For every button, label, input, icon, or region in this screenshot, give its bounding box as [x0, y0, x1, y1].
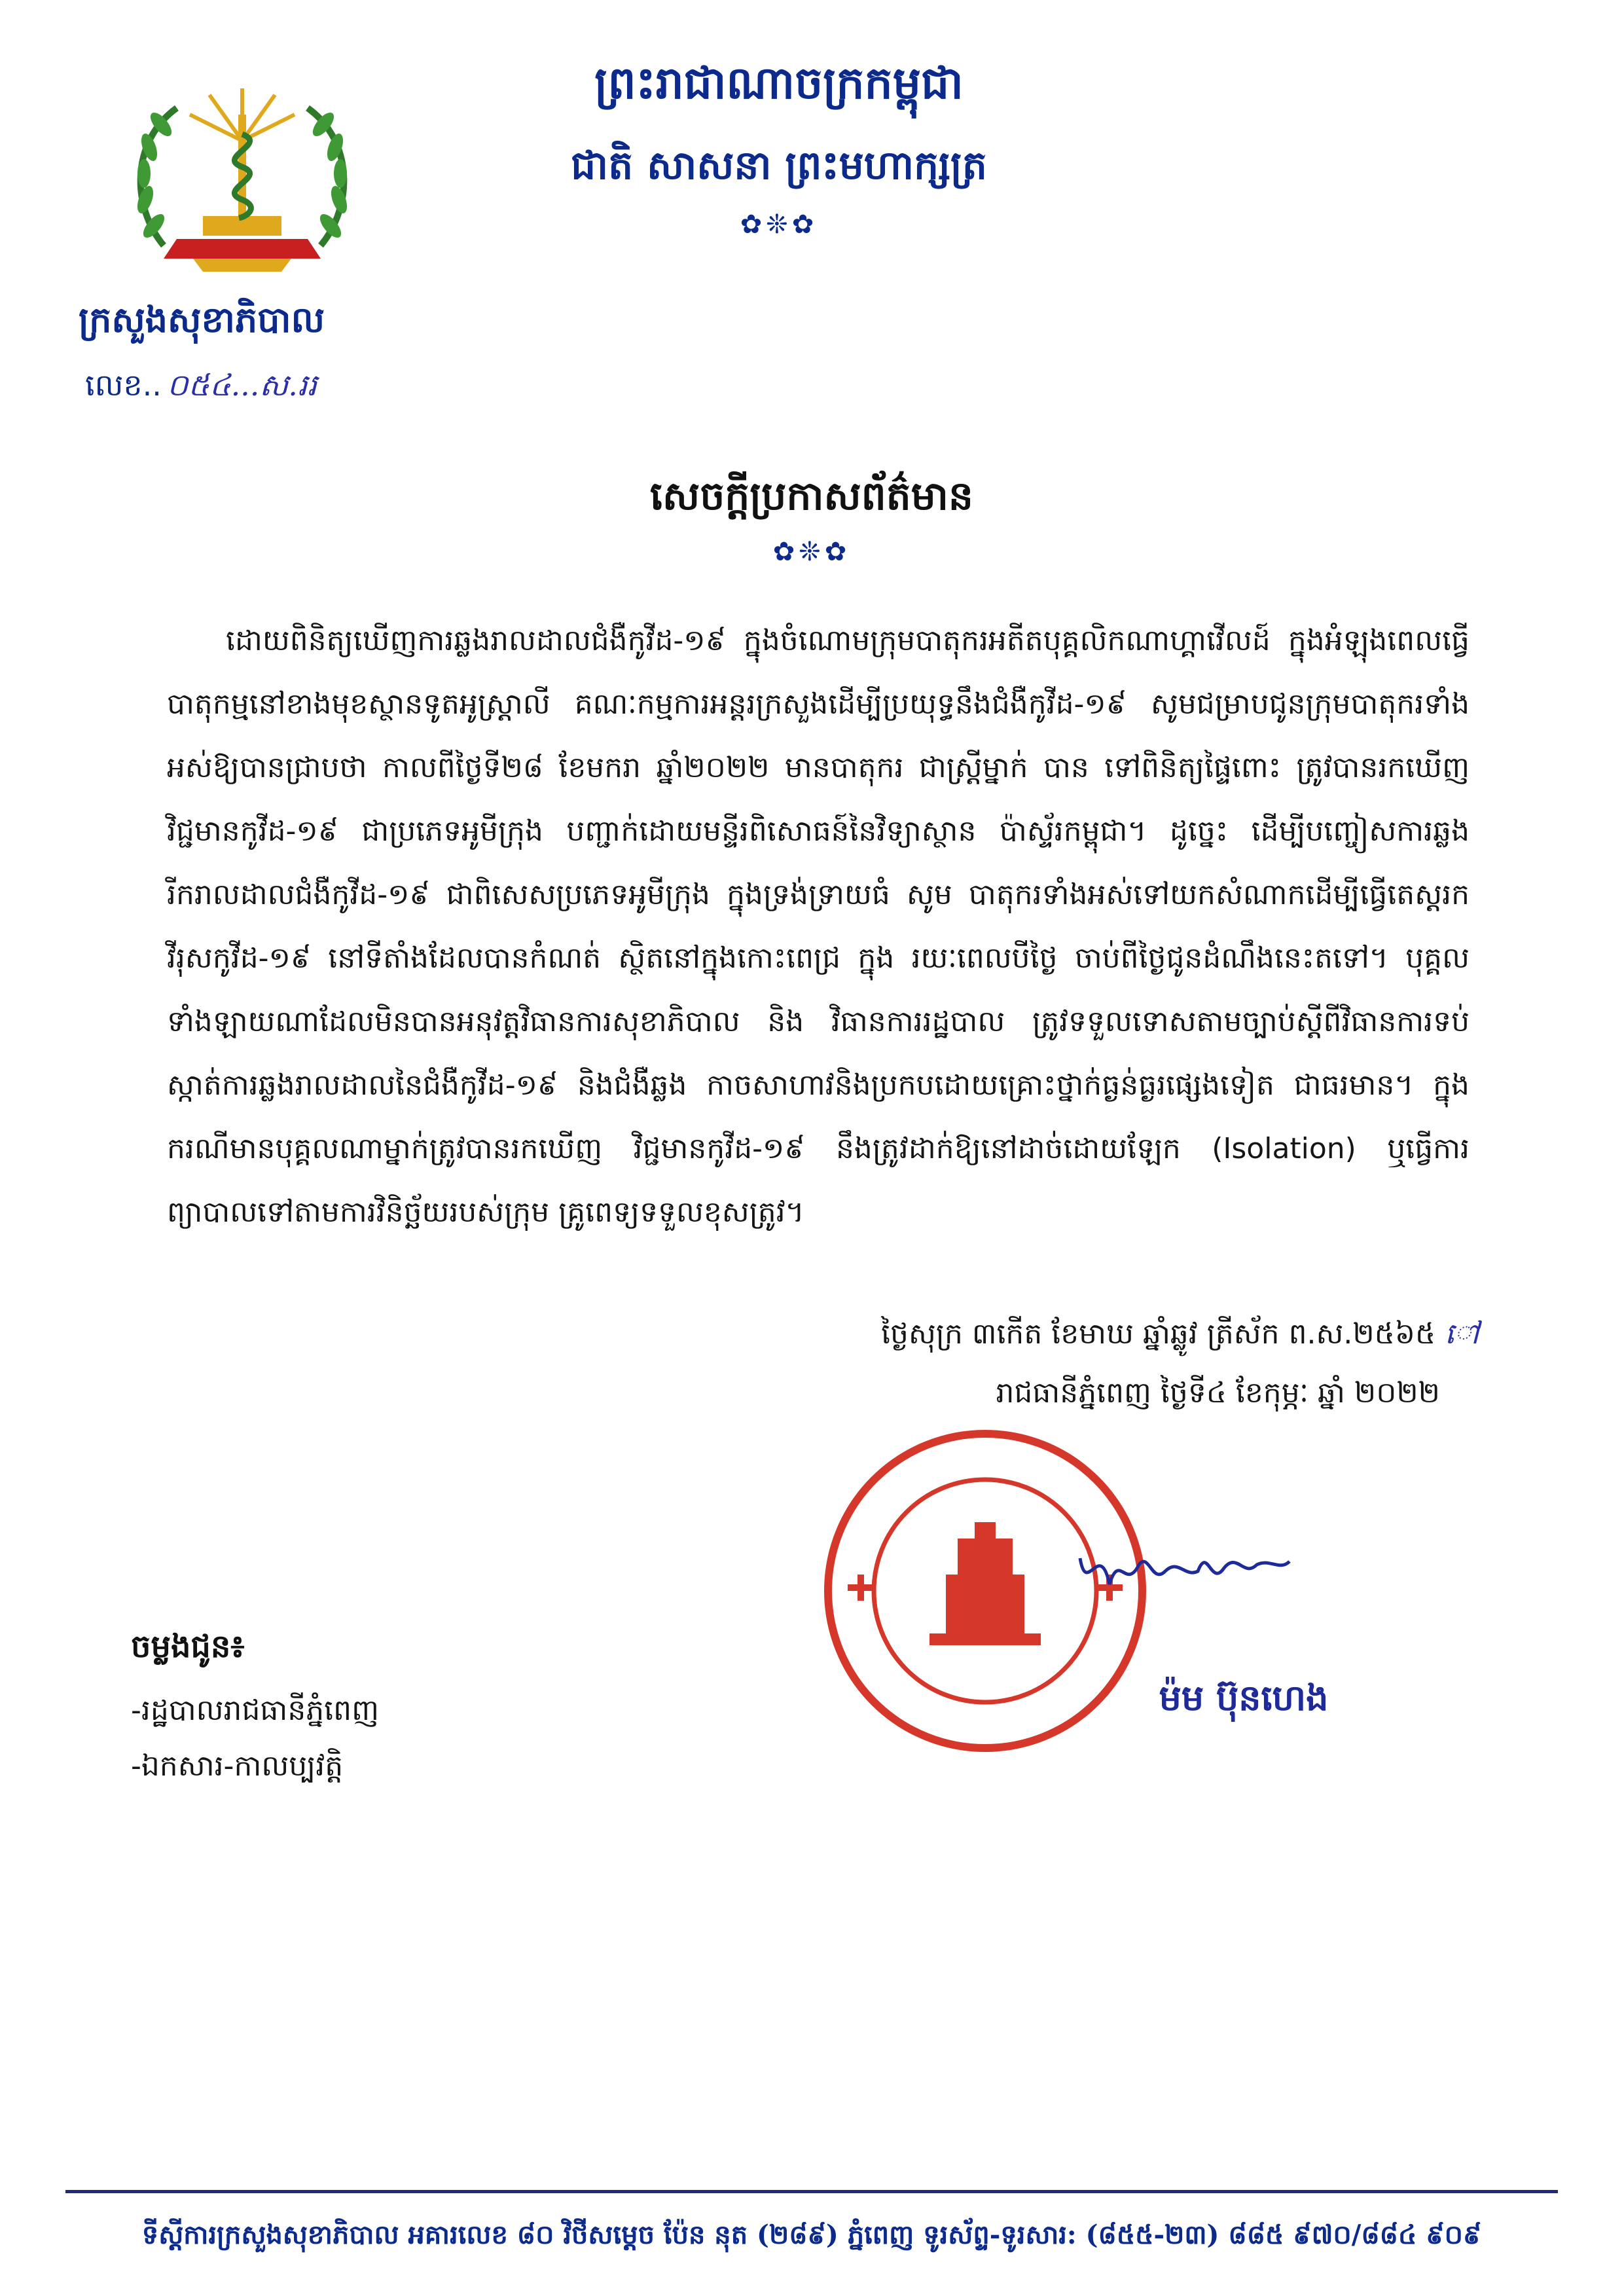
solar-date: រាជធានីភ្នំពេញ ថ្ងៃទី៤ ខែកុម្ភៈ ឆ្នាំ ២០២២ — [996, 1376, 1440, 1410]
reference-value: ០៥៤...ស.ររ — [166, 367, 317, 403]
cc-item: -រដ្ឋបាលរាជធានីភ្នំពេញ — [131, 1694, 379, 1727]
lunar-date — [772, 1316, 1479, 1358]
lunar-date-handwritten-mark: ៅ — [1445, 1317, 1479, 1351]
footer-address: ទីស្តីការក្រសួងសុខាភិបាល អគារលេខ ៨០ វិថីសម្ដេច ប៉ែន នុត (២៨៩) ភ្នំពេញ ទូរស័ព្ទ-ទូរសារ: (៨៥៥-២៣) ៨៨៥ ៩៧០/៨៨៤ ៩០៩ — [141, 2219, 1482, 2250]
reference-dots: .. — [142, 367, 162, 403]
header-ornament: ✿❊✿ — [740, 210, 818, 240]
cc-title: ចម្លងជូន៖ — [131, 1628, 245, 1665]
signatory-name: ម៉ម ប៊ុនហេង — [1159, 1677, 1329, 1719]
kingdom-title: ព្រះរាជាណាចក្រកម្ពុជា — [594, 57, 964, 109]
signature-scribble — [1074, 1525, 1296, 1604]
reference-prefix: លេខ — [85, 367, 143, 403]
footer-divider — [65, 2190, 1558, 2193]
document-title: សេចក្ដីប្រកាសព័ត៌មាន — [650, 473, 973, 519]
reference-number — [85, 367, 317, 410]
ministry-name: ក្រសួងសុខាភិបាល — [79, 299, 325, 340]
cc-item: -ឯកសារ-កាលប្បវត្តិ — [131, 1749, 344, 1783]
ministry-emblem — [118, 62, 367, 285]
national-motto: ជាតិ សាសនា ព្រះមហាក្សត្រ — [571, 143, 987, 189]
title-ornament: ✿❊✿ — [772, 537, 851, 567]
announcement-body — [167, 609, 1470, 1244]
announcement-paragraph: ដោយពិនិត្យឃើញការឆ្លងរាលដាលជំងឺកូវីដ-១៩ ក្នុងចំណោមក្រុមបាតុករអតីតបុគ្គលិកណាហ្គាវើលដ៍ ក្នុងអំឡុងពេលធ្វើបាតុកម្មនៅខាងមុខស្ថានទូតអូស្ត្រាលី គណៈកម្មការអន្តរក្រសួងដើម្បីប្រយុទ្ធនឹងជំងឺកូវីដ-១៩ សូមជម្រាបជូនក្រុមបាតុករទាំងអស់ឱ្យបានជ្រាបថា កាលពីថ្ងៃទី២៨ ខែមករា ឆ្នាំ២០២២ មានបាតុករ ជាស្ត្រីម្នាក់ បាន ទៅពិនិត្យផ្ទៃពោះ ត្រូវបានរកឃើញវិជ្ជមានកូវីដ-១៩ ជាប្រភេទអូមីក្រុង បញ្ជាក់ដោយមន្ទីរពិសោធន៍នៃវិទ្យាស្ថាន ប៉ាស្ទ័រកម្ពុជា។ ដូច្នេះ ដើម្បីបញ្ចៀសការឆ្លងរីករាលដាលជំងឺកូវីដ-១៩ ជាពិសេសប្រភេទអូមីក្រុង ក្នុងទ្រង់ទ្រាយធំ សូម បាតុករទាំងអស់ទៅយកសំណាកដើម្បីធ្វើតេស្តរកវីរុសកូវីដ-១៩ នៅទីតាំងដែលបានកំណត់ ស្ថិតនៅក្នុងកោះពេជ្រ ក្នុង រយៈពេលបីថ្ងៃ ចាប់ពីថ្ងៃជូនដំណឹងនេះតទៅ។ បុគ្គលទាំងឡាយណាដែលមិនបានអនុវត្តវិធានការសុខាភិបាល និង វិធានការរដ្ឋបាល ត្រូវទទួលទោសតាមច្បាប់ស្តីពីវិធានការទប់ស្កាត់ការឆ្លងរាលដាលនៃជំងឺកូវីដ-១៩ និងជំងឺឆ្លង កាចសាហាវនិងប្រកបដោយគ្រោះថ្នាក់ធ្ងន់ធ្ងរផ្សេងទៀត ជាធរមាន។ ក្នុងករណីមានបុគ្គលណាម្នាក់ត្រូវបានរកឃើញ វិជ្ជមានកូវីដ-១៩ នឹងត្រូវដាក់ឱ្យនៅដាច់ដោយឡែក (Isolation) ឬធ្វើការព្យាបាលទៅតាមការវិនិច្ឆ័យរបស់ក្រុម គ្រូពេទ្យទទួលខុសត្រូវ។ — [167, 624, 1470, 1229]
lunar-date-text: ថ្ងៃសុក្រ ៣កើត ខែមាឃ ឆ្នាំឆ្លូវ ត្រីស័ក ព.ស.២៥៦៥ — [881, 1317, 1436, 1351]
